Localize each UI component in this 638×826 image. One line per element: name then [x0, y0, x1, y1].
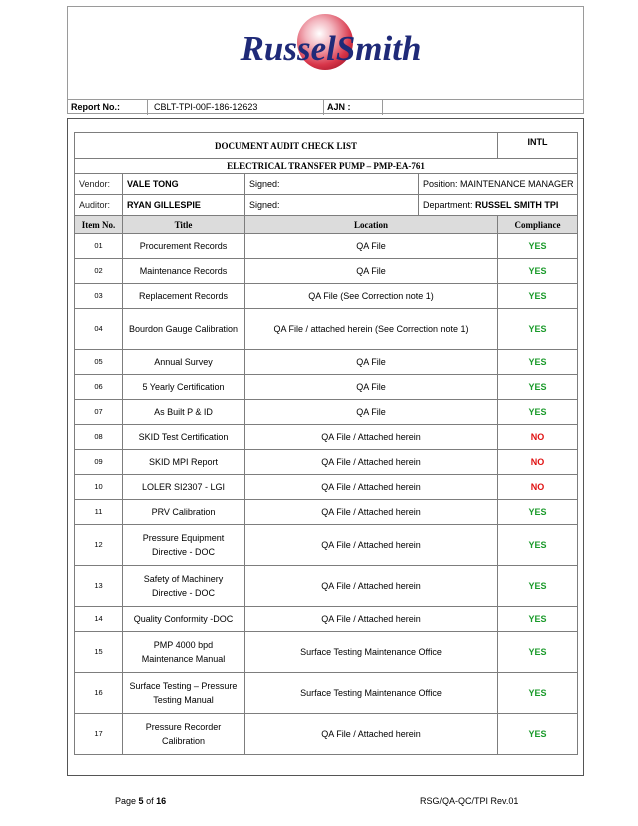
item-number: 13	[75, 566, 123, 607]
table-row	[75, 673, 578, 714]
item-title: SKID Test Certification	[123, 425, 245, 450]
table-row	[75, 607, 578, 632]
item-title: Annual Survey	[123, 350, 245, 375]
item-title: PMP 4000 bpd Maintenance Manual	[123, 632, 245, 673]
item-number: 10	[75, 475, 123, 500]
item-number: 07	[75, 400, 123, 425]
item-title: PRV Calibration	[123, 500, 245, 525]
auditor-row	[75, 195, 578, 216]
item-location: QA File / Attached herein	[245, 714, 498, 755]
item-location: QA File / Attached herein	[245, 607, 498, 632]
col-header-title: Title	[123, 216, 245, 234]
item-number: 06	[75, 375, 123, 400]
item-location: QA File / attached herein (See Correction note 1)	[245, 309, 498, 350]
item-title: SKID MPI Report	[123, 450, 245, 475]
position-label: Position:	[423, 179, 458, 189]
table-row	[75, 309, 578, 350]
item-title: Pressure Equipment Directive - DOC	[123, 525, 245, 566]
report-no-label: Report No.:	[68, 100, 148, 115]
table-row	[75, 714, 578, 755]
department-value: RUSSEL SMITH TPI	[475, 200, 559, 210]
item-title: Safety of Machinery Directive - DOC	[123, 566, 245, 607]
table-row	[75, 425, 578, 450]
item-title: Quality Conformity -DOC	[123, 607, 245, 632]
item-title: Bourdon Gauge Calibration	[123, 309, 245, 350]
table-row	[75, 259, 578, 284]
vendor-row	[75, 174, 578, 195]
table-row	[75, 450, 578, 475]
item-rows	[75, 234, 578, 755]
audit-checklist-table	[74, 132, 578, 755]
table-row	[75, 475, 578, 500]
item-number: 04	[75, 309, 123, 350]
item-location: QA File / Attached herein	[245, 525, 498, 566]
item-title: 5 Yearly Certification	[123, 375, 245, 400]
table-row	[75, 350, 578, 375]
position-value: MAINTENANCE MANAGER	[460, 179, 574, 189]
item-title: Maintenance Records	[123, 259, 245, 284]
item-compliance: YES	[498, 350, 578, 375]
table-header-row	[75, 216, 578, 234]
item-number: 12	[75, 525, 123, 566]
auditor-label: Auditor:	[75, 195, 123, 216]
item-number: 16	[75, 673, 123, 714]
table-row	[75, 284, 578, 309]
item-location: QA File (See Correction note 1)	[245, 284, 498, 309]
item-compliance: YES	[498, 632, 578, 673]
item-title: LOLER SI2307 - LGI	[123, 475, 245, 500]
col-header-compliance: Compliance	[498, 216, 578, 234]
item-location: Surface Testing Maintenance Office	[245, 673, 498, 714]
item-number: 17	[75, 714, 123, 755]
item-compliance: YES	[498, 500, 578, 525]
page-word: Page	[115, 796, 137, 806]
item-title: Pressure Recorder Calibration	[123, 714, 245, 755]
item-location: QA File / Attached herein	[245, 500, 498, 525]
item-title: Replacement Records	[123, 284, 245, 309]
equipment-subtitle: ELECTRICAL TRANSFER PUMP – PMP-EA-761	[75, 159, 578, 174]
item-compliance: YES	[498, 234, 578, 259]
company-logo	[68, 7, 583, 97]
item-location: QA File / Attached herein	[245, 566, 498, 607]
document-title: DOCUMENT AUDIT CHECK LIST	[75, 133, 498, 159]
intl-label: INTL	[498, 133, 578, 159]
item-location: QA File / Attached herein	[245, 450, 498, 475]
item-compliance: YES	[498, 375, 578, 400]
table-row	[75, 234, 578, 259]
item-number: 11	[75, 500, 123, 525]
item-number: 05	[75, 350, 123, 375]
item-title: Procurement Records	[123, 234, 245, 259]
item-compliance: YES	[498, 525, 578, 566]
item-compliance: YES	[498, 400, 578, 425]
item-compliance: YES	[498, 673, 578, 714]
item-title: Surface Testing – Pressure Testing Manual	[123, 673, 245, 714]
table-row	[75, 400, 578, 425]
report-no-value: CBLT-TPI-00F-186-12623	[148, 100, 324, 115]
item-compliance: YES	[498, 284, 578, 309]
page-total: 16	[156, 796, 167, 806]
vendor-value: VALE TONG	[123, 174, 245, 195]
item-compliance: YES	[498, 607, 578, 632]
vendor-label: Vendor:	[75, 174, 123, 195]
report-ref-row	[68, 99, 583, 115]
item-location: Surface Testing Maintenance Office	[245, 632, 498, 673]
department-label: Department:	[423, 200, 473, 210]
page-number	[115, 796, 166, 806]
item-number: 09	[75, 450, 123, 475]
item-location: QA File	[245, 400, 498, 425]
item-location: QA File	[245, 350, 498, 375]
item-location: QA File	[245, 375, 498, 400]
item-compliance: YES	[498, 714, 578, 755]
auditor-value: RYAN GILLESPIE	[123, 195, 245, 216]
document-reference: RSG/QA-QC/TPI Rev.01	[420, 796, 519, 806]
item-number: 02	[75, 259, 123, 284]
table-row	[75, 375, 578, 400]
col-header-location: Location	[245, 216, 498, 234]
item-compliance: NO	[498, 425, 578, 450]
report-header	[67, 6, 584, 114]
item-number: 14	[75, 607, 123, 632]
table-row	[75, 566, 578, 607]
item-compliance: YES	[498, 566, 578, 607]
item-compliance: NO	[498, 450, 578, 475]
item-location: QA File	[245, 234, 498, 259]
item-number: 08	[75, 425, 123, 450]
position-cell	[419, 174, 578, 195]
logo-wordmark: RusselSmith	[240, 29, 422, 68]
item-compliance: YES	[498, 309, 578, 350]
vendor-signed-label: Signed:	[245, 174, 419, 195]
item-number: 01	[75, 234, 123, 259]
item-location: QA File	[245, 259, 498, 284]
item-location: QA File / Attached herein	[245, 425, 498, 450]
page-of: of	[146, 796, 154, 806]
col-header-item-no: Item No.	[75, 216, 123, 234]
item-compliance: NO	[498, 475, 578, 500]
item-compliance: YES	[498, 259, 578, 284]
table-row	[75, 632, 578, 673]
table-row	[75, 525, 578, 566]
auditor-signed-label: Signed:	[245, 195, 419, 216]
department-cell	[419, 195, 578, 216]
item-title: As Built P & ID	[123, 400, 245, 425]
table-row	[75, 500, 578, 525]
item-number: 03	[75, 284, 123, 309]
ajn-label: AJN :	[324, 100, 383, 115]
item-location: QA File / Attached herein	[245, 475, 498, 500]
item-number: 15	[75, 632, 123, 673]
page-current: 5	[138, 796, 144, 806]
